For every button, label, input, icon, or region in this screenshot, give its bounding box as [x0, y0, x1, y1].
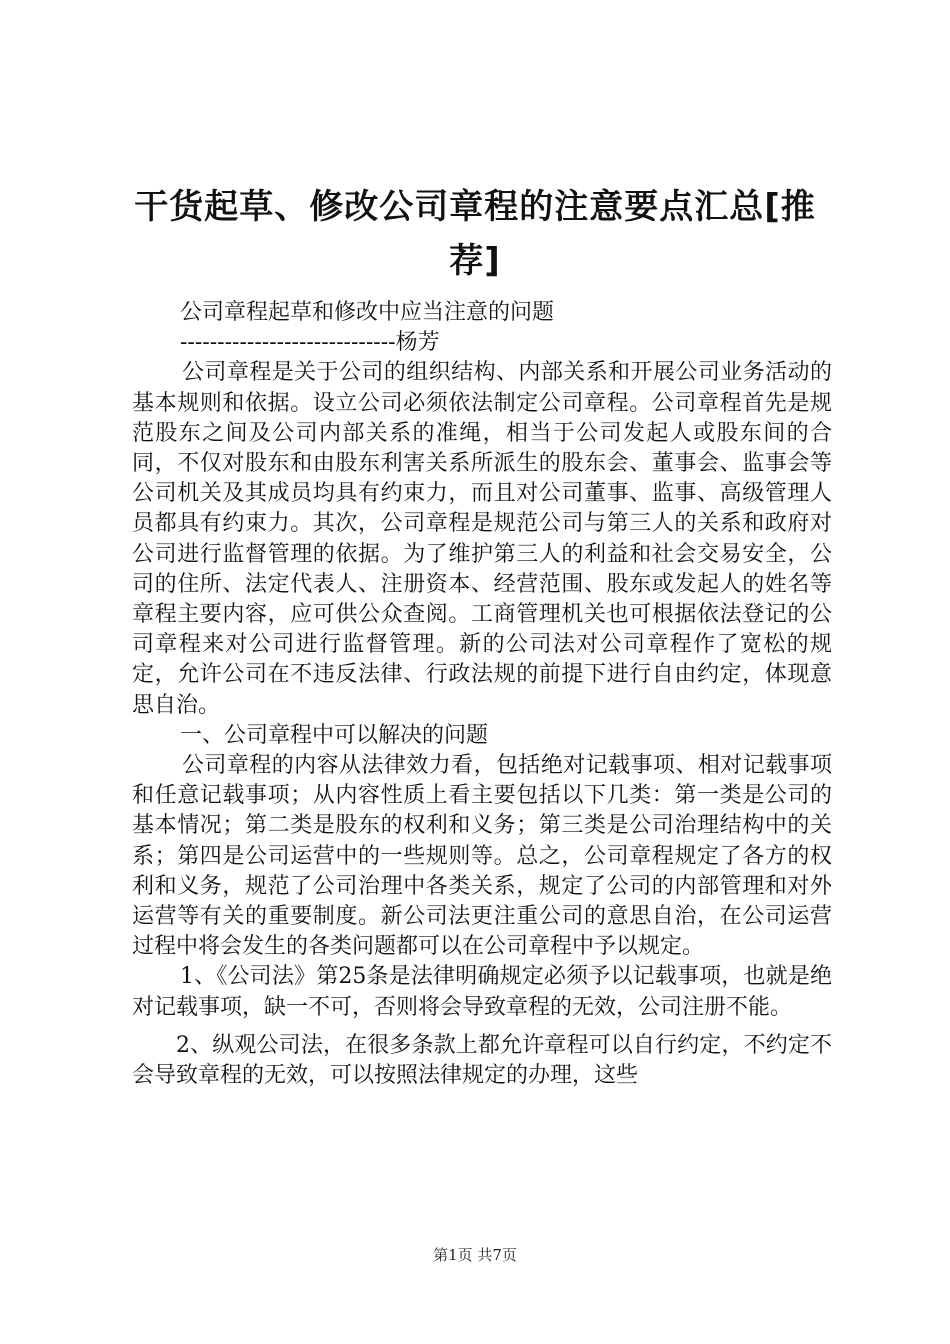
section-heading-1: 一、公司章程中可以解决的问题 — [180, 722, 489, 748]
paragraph-3: 1、《公司法》第25条是法律明确规定必须予以记载事项，也就是绝对记载事项，缺一不可，否则将会导致章程的无效，公司注册不能。 — [132, 964, 832, 1020]
document-body — [132, 298, 832, 1091]
paragraph-4: 2、纵观公司法，在很多条款上都允许章程可以自行约定，不约定不会导致章程的无效，可以按照法律规定的办理，这些 — [132, 1032, 832, 1089]
page-footer: 第1页 共7页 — [433, 1246, 517, 1264]
paragraph-1: 公司章程是关于公司的组织结构、内部关系和开展公司业务活动的基本规则和依据。设立公司必须依法制定公司章程。公司章程首先是规范股东之间及公司内部关系的准绳，相当于公司发起人或股东间的合同，不仅对股东和由股东利害关系所派生的股东会、董事会、监事会等公司机关及其成员均具有约束力，而且对公司董事、监事、高级管理人员都具有约束力。其次，公司章程是规范公司与第三人的关系和政府对公司进行监督管理的依据。为了维护第三人的利益和社会交易安全，公司的住所、法定代表人、注册资本、经营范围、股东或发起人的姓名等章程主要内容，应可供公众查阅。工商管理机关也可根据依法登记的公司章程来对公司进行监督管理。新的公司法对公司章程作了宽松的规定，允许公司在不违反法律、行政法规的前提下进行自由约定，体现意思自治。 — [132, 360, 832, 718]
author-line: -----------------------------杨芳 — [180, 330, 440, 356]
document-title: 干货起草、修改公司章程的注意要点汇总[推荐] — [134, 187, 816, 281]
subtitle: 公司章程起草和修改中应当注意的问题 — [180, 300, 555, 325]
paragraph-2: 公司章程的内容从法律效力看，包括绝对记载事项、相对记载事项和任意记载事项；从内容性质上看主要包括以下几类：第一类是公司的基本情况；第二类是股东的权利和义务；第三类是公司治理结构中的关系；第四是公司运营中的一些规则等。总之，公司章程规定了各方的权利和义务，规范了公司治理中各类关系，规定了公司的内部管理和对外运营等有关的重要制度。新公司法更注重公司的意思自治，在公司运营过程中将会发生的各类问题都可以在公司章程中予以规定。 — [132, 753, 832, 960]
